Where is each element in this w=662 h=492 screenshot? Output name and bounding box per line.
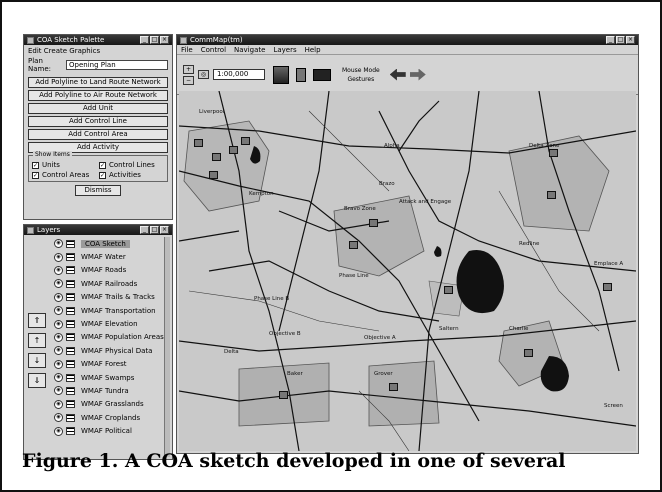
map-label: Attack and Engage <box>399 199 452 205</box>
palette-titlebar[interactable] <box>24 35 172 45</box>
plan-name-label: Plan Name: <box>28 57 52 73</box>
layer-name: WMAF Roads <box>81 266 127 275</box>
move-up-button[interactable]: ↑ <box>28 333 46 348</box>
visibility-icon[interactable]: ◉ <box>54 253 63 262</box>
menu-navigate[interactable]: Navigate <box>234 46 266 54</box>
plan-name-input[interactable] <box>66 60 168 70</box>
layer-name: WMAF Grasslands <box>81 400 144 409</box>
add-air-route-button[interactable]: Add Polyline to Air Route Network <box>28 90 168 101</box>
layer-stack-icon <box>66 414 75 422</box>
zoom-in-icon[interactable]: + <box>183 65 194 74</box>
figure-caption: Figure 1. A COA sketch developed in one of several <box>22 450 566 472</box>
layer-name: WMAF Population Areas <box>81 333 164 342</box>
layer-name: WMAF Forest <box>81 360 127 369</box>
layer-name: WMAF Trails & Tracks <box>81 293 155 302</box>
checkbox-control-lines[interactable] <box>99 161 164 169</box>
zoom-reset-icon[interactable]: ◎ <box>198 70 209 79</box>
layer-row[interactable] <box>54 331 166 344</box>
layer-stack-icon <box>66 307 75 315</box>
add-activity-button[interactable]: Add Activity <box>28 142 168 153</box>
unit-symbol[interactable] <box>241 137 250 145</box>
layer-row[interactable] <box>54 277 166 290</box>
forward-arrow-icon[interactable] <box>410 69 426 81</box>
checkbox-label: Units <box>42 161 60 169</box>
edit-section-label: Edit Create Graphics <box>28 47 101 55</box>
layer-name: WMAF Railroads <box>81 279 138 288</box>
mouse-mode[interactable] <box>342 66 380 84</box>
checkbox-label: Activities <box>109 171 141 179</box>
unit-symbol[interactable] <box>212 153 221 161</box>
unit-symbol[interactable] <box>389 383 398 391</box>
mouse-mode-value: Gestures <box>347 75 375 83</box>
control-area <box>184 121 269 211</box>
layer-name: WMAF Political <box>81 427 132 436</box>
map-title: CommMap(tm) <box>190 36 243 44</box>
map-label: Objective A <box>364 335 396 341</box>
layer-stack-icon <box>66 360 75 368</box>
visibility-icon[interactable]: ◉ <box>54 279 63 288</box>
road <box>399 101 439 151</box>
layers-titlebar[interactable] <box>24 225 172 235</box>
visibility-icon[interactable]: ◉ <box>54 427 63 436</box>
layer-row[interactable] <box>54 237 166 250</box>
visibility-icon[interactable]: ◉ <box>54 320 63 329</box>
checkbox-control-areas[interactable] <box>32 171 97 179</box>
layer-stack-icon <box>66 400 75 408</box>
visibility-icon[interactable]: ◉ <box>54 373 63 382</box>
unit-symbol[interactable] <box>549 149 558 157</box>
layers-scrollbar[interactable] <box>164 237 170 457</box>
map-toolbar <box>177 55 638 95</box>
menu-layers[interactable]: Layers <box>273 46 297 54</box>
unit-symbol[interactable] <box>209 171 218 179</box>
window-icon <box>180 37 187 44</box>
mouse-mode-label: Mouse Mode <box>342 66 380 74</box>
maximize-button[interactable]: □ <box>151 226 158 233</box>
map-label: Objective B <box>269 331 301 337</box>
layer-stack-icon <box>66 240 75 248</box>
lake <box>434 246 442 257</box>
back-arrow-icon[interactable] <box>390 69 406 81</box>
close-button[interactable]: × <box>161 226 168 233</box>
map-label: Charlie <box>509 326 529 332</box>
map-label: Baker <box>287 371 303 377</box>
menu-file[interactable]: File <box>181 46 193 54</box>
unit-symbol[interactable] <box>229 146 238 154</box>
checkbox-check-icon[interactable]: ✓ <box>33 161 39 169</box>
map-label: Bravo Zone <box>344 206 376 212</box>
layer-list <box>54 237 166 438</box>
map-graphics <box>179 91 636 451</box>
visibility-icon[interactable]: ◉ <box>54 400 63 409</box>
move-down-button[interactable]: ↓ <box>28 353 46 368</box>
layer-row[interactable] <box>54 344 166 357</box>
unit-symbol[interactable] <box>369 219 378 227</box>
layer-name: WMAF Tundra <box>81 386 129 395</box>
add-land-route-button[interactable]: Add Polyline to Land Route Network <box>28 77 168 88</box>
close-button[interactable]: × <box>627 36 634 43</box>
map-label: Screen <box>604 403 623 409</box>
visibility-icon[interactable]: ◉ <box>54 239 63 248</box>
layer-name: WMAF Croplands <box>81 413 141 422</box>
layer-name: WMAF Physical Data <box>81 346 153 355</box>
layer-row[interactable] <box>54 317 166 330</box>
unit-symbol[interactable] <box>547 191 556 199</box>
menu-control[interactable]: Control <box>200 46 227 54</box>
layer-stack-icon <box>66 387 75 395</box>
layer-name: WMAF Elevation <box>81 320 138 329</box>
unit-symbol[interactable] <box>603 283 612 291</box>
road <box>179 231 239 241</box>
layer-name: WMAF Transportation <box>81 306 156 315</box>
layer-name: WMAF Water <box>81 253 126 262</box>
unit-symbol[interactable] <box>279 391 288 399</box>
map-label: Kempton <box>249 191 274 197</box>
zoom-out-icon[interactable]: − <box>183 76 194 85</box>
unit-symbol[interactable] <box>194 139 203 147</box>
map-label: Liverpool <box>199 109 225 115</box>
window-icon <box>27 37 34 44</box>
layer-row[interactable] <box>54 371 166 384</box>
layer-stack-icon <box>66 333 75 341</box>
layer-stack-icon <box>66 347 75 355</box>
visibility-icon[interactable]: ◉ <box>54 306 63 315</box>
pan-tool-icon[interactable] <box>296 68 306 82</box>
map-label: Delta <box>224 349 239 355</box>
layer-stack-icon <box>66 280 75 288</box>
layer-stack-icon <box>66 293 75 301</box>
overview-tool-icon[interactable] <box>313 69 331 81</box>
map-window <box>176 34 639 454</box>
visibility-icon[interactable]: ◉ <box>54 413 63 422</box>
layers-window <box>23 224 173 460</box>
layer-name: COA Sketch <box>81 240 130 248</box>
add-control-line-button[interactable]: Add Control Line <box>28 116 168 127</box>
maximize-button[interactable]: □ <box>151 36 158 43</box>
visibility-icon[interactable]: ◉ <box>54 293 63 302</box>
dismiss-button[interactable]: Dismiss <box>75 185 121 196</box>
map-canvas[interactable] <box>179 91 636 451</box>
checkbox-activities[interactable] <box>99 171 164 179</box>
layer-order-controls <box>28 313 46 393</box>
show-items-title: Show Items <box>35 151 70 158</box>
layer-row[interactable] <box>54 398 166 411</box>
layer-row[interactable] <box>54 358 166 371</box>
visibility-icon[interactable]: ◉ <box>54 386 63 395</box>
maximize-button[interactable]: □ <box>617 36 624 43</box>
layers-title: Layers <box>37 226 61 234</box>
visibility-icon[interactable]: ◉ <box>54 266 63 275</box>
layer-stack-icon <box>66 266 75 274</box>
checkbox-check-icon[interactable]: ✓ <box>33 171 39 179</box>
layer-stack-icon <box>66 374 75 382</box>
map-label: Redline <box>519 241 540 247</box>
map-label: Phase Line <box>339 273 369 279</box>
map-label: Saltern <box>439 326 459 332</box>
add-control-area-button[interactable]: Add Control Area <box>28 129 168 140</box>
layer-row[interactable] <box>54 264 166 277</box>
map-menubar <box>177 45 638 55</box>
road <box>179 321 636 351</box>
map-label: Phase Line B <box>254 296 290 302</box>
lake <box>457 250 504 313</box>
unit-symbol[interactable] <box>524 349 533 357</box>
minimize-button[interactable]: _ <box>606 36 615 44</box>
checkbox-label: Control Lines <box>109 161 155 169</box>
map-label: Grover <box>374 371 393 377</box>
layer-stack-icon <box>66 427 75 435</box>
coa-sketch-palette-window <box>23 34 173 220</box>
show-items-group <box>28 151 168 182</box>
unit-symbol[interactable] <box>444 286 453 294</box>
menu-help[interactable]: Help <box>304 46 321 54</box>
layer-row[interactable] <box>54 304 166 317</box>
checkbox-label: Control Areas <box>42 171 90 179</box>
checkbox-units[interactable] <box>32 161 97 169</box>
layer-row[interactable] <box>54 424 166 437</box>
add-unit-button[interactable]: Add Unit <box>28 103 168 114</box>
map-scale-field[interactable]: 1:00,000 <box>213 69 265 80</box>
map-label: Delta Zone <box>529 143 560 149</box>
layer-row[interactable] <box>54 384 166 397</box>
map-label: Alpha <box>384 143 400 149</box>
layer-stack-icon <box>66 253 75 261</box>
minimize-button[interactable]: _ <box>140 36 149 44</box>
move-top-button[interactable]: ⇑ <box>28 313 46 328</box>
move-bottom-button[interactable]: ⇓ <box>28 373 46 388</box>
map-label: Emplace A <box>594 261 624 267</box>
palette-title: COA Sketch Palette <box>37 36 105 44</box>
window-icon <box>27 227 34 234</box>
visibility-icon[interactable]: ◉ <box>54 360 63 369</box>
close-button[interactable]: × <box>161 36 168 43</box>
visibility-icon[interactable]: ◉ <box>54 333 63 342</box>
layer-row[interactable] <box>54 250 166 263</box>
map-titlebar[interactable] <box>177 35 638 45</box>
layers-tool-icon[interactable] <box>273 66 289 84</box>
map-label: Brazo <box>379 181 395 187</box>
checkbox-check-icon[interactable]: ✓ <box>100 161 106 169</box>
layer-stack-icon <box>66 320 75 328</box>
visibility-icon[interactable]: ◉ <box>54 346 63 355</box>
layer-row[interactable] <box>54 411 166 424</box>
layer-row[interactable] <box>54 291 166 304</box>
unit-symbol[interactable] <box>349 241 358 249</box>
layer-name: WMAF Swamps <box>81 373 135 382</box>
checkbox-check-icon[interactable]: ✓ <box>100 171 106 179</box>
minimize-button[interactable]: _ <box>140 226 149 234</box>
